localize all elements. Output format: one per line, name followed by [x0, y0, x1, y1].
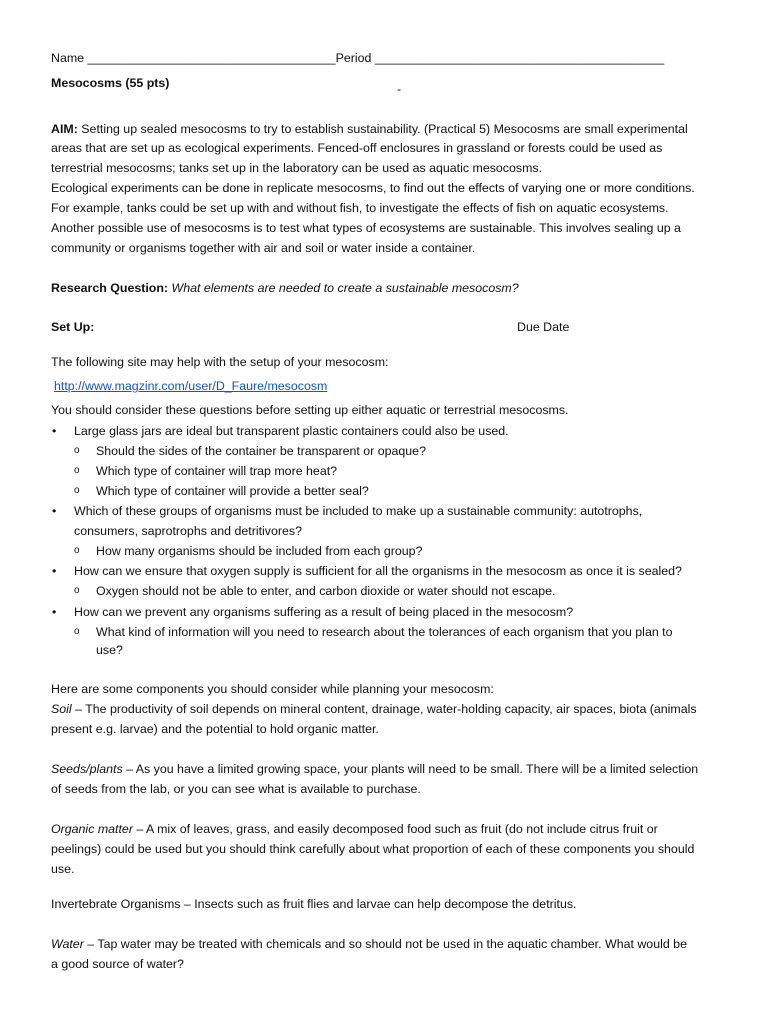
aim-line-7: community or organisms together with air and soil or water inside a container.	[51, 241, 476, 255]
organic-line-2: peelings) could be used but you should think carefully about what proportion of each of these components you should	[51, 842, 695, 856]
sub-bullet-1b: o	[74, 465, 80, 476]
bullet-4: •	[52, 605, 57, 619]
question-1: Large glass jars are ideal but transparent plastic containers could also be used.	[74, 424, 509, 438]
sub-bullet-1a: o	[74, 445, 80, 456]
question-1c: Which type of container will provide a better seal?	[96, 484, 369, 498]
soil-line-1: Soil – The productivity of soil depends on mineral content, drainage, water-holding capacity, air spaces, biota (animals	[51, 702, 697, 716]
questions-intro: You should consider these questions before setting up either aquatic or terrestrial mesocosms.	[51, 403, 569, 417]
seeds-term: Seeds/plants	[51, 762, 123, 776]
research-label: Research Question:	[51, 281, 169, 295]
water-line-2: a good source of water?	[51, 957, 184, 971]
setup-label: Set Up:	[51, 320, 95, 334]
aim-line-6: Another possible use of mesocosms is to test what types of ecosystems are sustainable. This involves sealing up a	[51, 221, 681, 235]
question-3: How can we ensure that oxygen supply is sufficient for all the organisms in the mesocosm as once it is sealed?	[74, 564, 682, 578]
research-question	[51, 280, 519, 296]
stray-dash: -	[397, 82, 402, 96]
bullet-1: •	[52, 424, 57, 438]
aim-line-4: Ecological experiments can be done in replicate mesocosms, to find out the effects of varying one or more conditions.	[51, 181, 695, 195]
question-4a-line-2: use?	[96, 643, 123, 657]
sub-bullet-3a: o	[74, 585, 80, 596]
aim-line-3: terrestrial mesocosms; tanks set up in the laboratory can be used as aquatic mesocosms.	[51, 161, 543, 175]
aim-line-5: For example, tanks could be set up with and without fish, to investigate the effects of fish on aquatic ecosystems.	[51, 201, 669, 215]
soil-term: Soil	[51, 702, 72, 716]
question-2a: How many organisms should be included from each group?	[96, 544, 423, 558]
organic-line-3: use.	[51, 862, 75, 876]
question-1a: Should the sides of the container be transparent or opaque?	[96, 444, 426, 458]
sub-bullet-2a: o	[74, 545, 80, 556]
soil-line-2: present e.g. larvae) and the potential to hold organic matter.	[51, 722, 379, 736]
question-2-line-2: consumers, saprotrophs and detritivores?	[74, 524, 302, 538]
page-title: Mesocosms (55 pts)	[51, 76, 170, 90]
due-date-label: Due Date	[517, 320, 570, 334]
aim-label: AIM:	[51, 122, 78, 136]
organic-term: Organic matter	[51, 822, 133, 836]
question-4: How can we prevent any organisms suffering as a result of being placed in the mesocosm?	[74, 605, 574, 619]
sub-bullet-1c: o	[74, 485, 80, 496]
sub-bullet-4a: o	[74, 626, 80, 637]
mesocosm-link[interactable]: http://www.magzinr.com/user/D_Faure/mesocosm	[54, 379, 328, 393]
organic-line-1: Organic matter – A mix of leaves, grass, and easily decomposed food such as fruit (do not include citrus fruit or	[51, 822, 658, 836]
seeds-line-2: of seeds from the lab, or you can see what is available to purchase.	[51, 782, 421, 796]
water-term: Water	[51, 937, 84, 951]
research-text: What elements are needed to create a sustainable mesocosm?	[168, 281, 519, 295]
question-3a: Oxygen should not be able to enter, and carbon dioxide or water should not escape.	[96, 584, 556, 598]
question-4a-line-1: What kind of information will you need to research about the tolerances of each organism that you plan to	[96, 625, 673, 639]
seeds-line-1: Seeds/plants – As you have a limited growing space, your plants will need to be small. There will be a limited selection	[51, 762, 699, 776]
question-1b: Which type of container will trap more heat?	[96, 464, 338, 478]
aim-line-1: AIM: Setting up sealed mesocosms to try to establish sustainability. (Practical 5) Mesocosms are small experimental	[51, 122, 688, 136]
aim-line-2: areas that are set up as ecological experiments. Fenced-off enclosures in grassland or forests could be used as	[51, 141, 663, 155]
bullet-3: •	[52, 564, 57, 578]
components-intro: Here are some components you should consider while planning your mesocosm:	[51, 682, 494, 696]
question-2-line-1: Which of these groups of organisms must be included to make up a sustainable community: autotrophs,	[74, 504, 643, 518]
invertebrate-line: Invertebrate Organisms – Insects such as fruit flies and larvae can help decompose the detritus.	[51, 897, 577, 911]
site-intro: The following site may help with the setup of your mesocosm:	[51, 355, 389, 369]
name-period-line: Name ____________________________________Period __________________________________________	[51, 51, 665, 65]
water-line-1: Water – Tap water may be treated with chemicals and so should not be used in the aquatic chamber. What would be	[51, 937, 687, 951]
bullet-2: •	[52, 504, 57, 518]
